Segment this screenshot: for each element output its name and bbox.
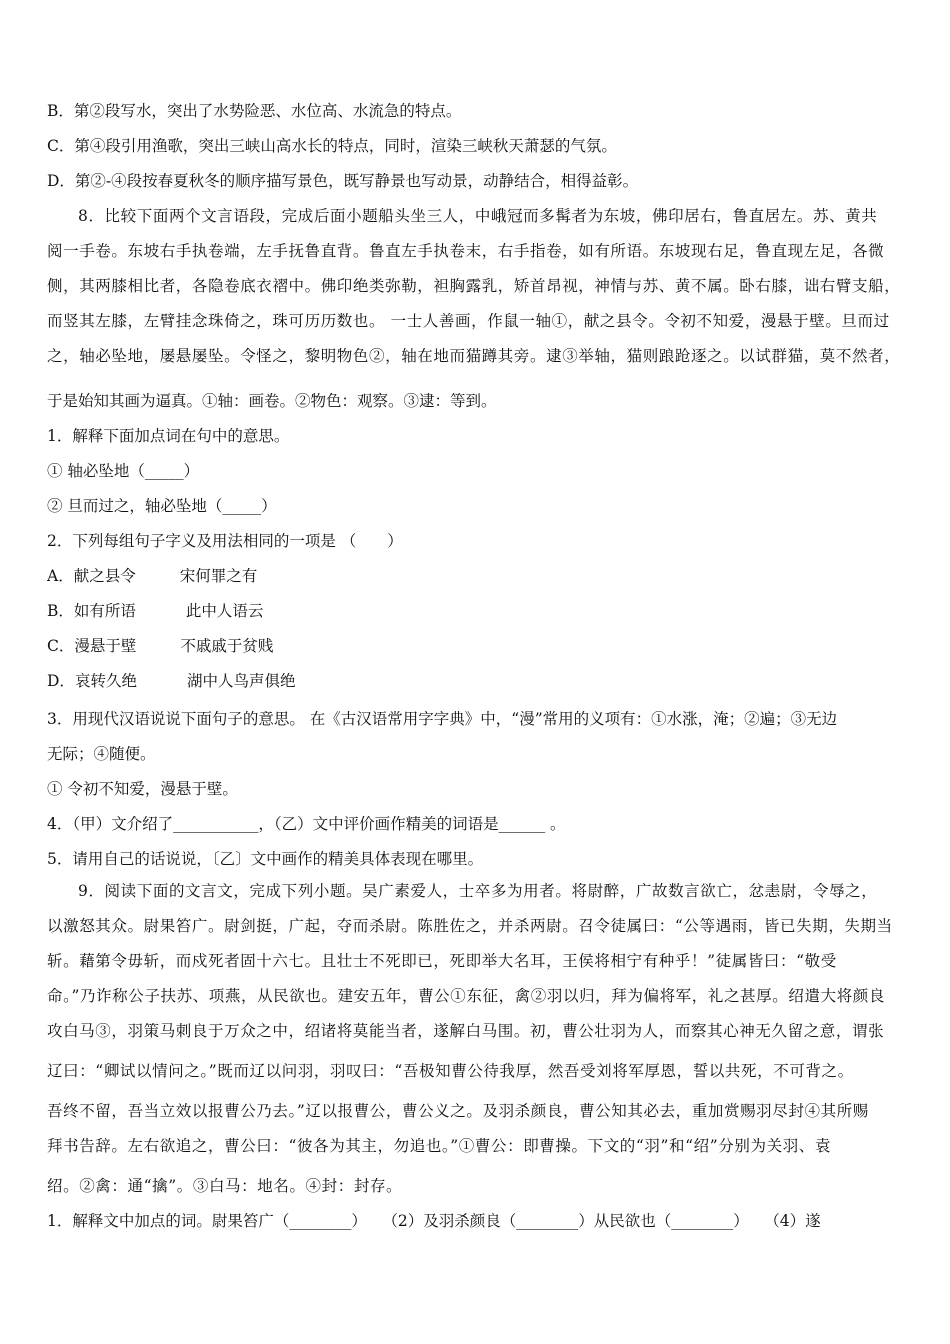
q8-sub1-item: ② 旦而过之，轴必坠地（_____） <box>47 497 277 515</box>
q9-passage-line: 斩。藉第令毋斩，而戍死者固十六七。且壮士不死即已，死即举大名耳，王侯将相宁有种乎！”徒属皆曰：“敬受 <box>47 952 837 970</box>
choice-text-b: 此中人语云 <box>185 602 264 620</box>
q9-passage-line: 9．阅读下面的文言文，完成下列小题。吴广素爱人，士卒多为用者。将尉醉，广故数言欲亡，忿恚尉，令辱之， <box>78 882 878 900</box>
choice-text-b: 不戚戚于贫贱 <box>180 637 274 655</box>
option-c-line: C．第④段引用渔歌，突出三峡山高水长的特点，同时，渲染三峡秋天萧瑟的气氛。 <box>47 137 617 155</box>
q9-passage-line: 吾终不留，吾当立效以报曹公乃去。”辽以报曹公，曹公义之。及羽杀颜良，曹公知其必去，重加赏赐羽尽封④其所赐 <box>47 1102 869 1120</box>
q9-passage-line: 以激怒其众。尉果笞广。尉剑挺，广起，夺而杀尉。陈胜佐之，并杀两尉。召令徒属曰：“公等遇雨，皆已失期，失期当 <box>47 917 893 935</box>
q9-passage-line: 辽曰：“卿试以情问之。”既而辽以问羽，羽叹曰：“吾极知曹公待我厚，然吾受刘将军厚恩，誓以共死，不可背之。 <box>47 1062 854 1080</box>
choice-option <box>47 565 907 587</box>
choice-option <box>47 635 907 657</box>
choice-text-a: 哀转久绝 <box>74 672 137 690</box>
choice-option <box>47 670 907 692</box>
choice-key: C． <box>47 637 75 655</box>
choice-option <box>47 600 907 622</box>
q8-sub1-item: ① 轴必坠地（_____） <box>47 462 200 480</box>
choice-text-a: 献之县令 <box>73 567 136 585</box>
q8-sub2-title: 2．下列每组句子字义及用法相同的一项是 （ ） <box>47 532 403 550</box>
option-b-line: B．第②段写水，突出了水势险恶、水位高、水流急的特点。 <box>47 102 462 120</box>
q8-sub1-title: 1．解释下面加点词在句中的意思。 <box>47 427 290 445</box>
q8-sub3-title-cont: 无际；④随便。 <box>47 745 156 763</box>
q9-sub1: 1．解释文中加点的词。尉果笞广（________） （2）及羽杀颜良（________）从民欲也（________） （4）遂 <box>47 1212 821 1230</box>
choice-text-b: 宋何罪之有 <box>179 567 258 585</box>
q8-passage-line: 阅一手卷。东坡右手执卷端，左手抚鲁直背。鲁直左手执卷末，右手指卷，如有所语。东坡现右足，鲁直现左足，各微 <box>47 242 885 260</box>
q8-passage-line: 而竖其左膝，左臂挂念珠倚之，珠可历历数也。 一士人善画，作鼠一轴①，献之县令。令初不知爱，漫悬于壁。旦而过 <box>47 312 890 330</box>
q8-passage-line: 8．比较下面两个文言语段，完成后面小题船头坐三人，中峨冠而多髯者为东坡，佛印居右，鲁直居左。苏、黄共 <box>78 207 878 225</box>
q8-passage-line: 之，轴必坠地，屡悬屡坠。令怪之，黎明物色②，轴在地而猫蹲其旁。逮③举轴，猫则踉跄逐之。以试群猫，莫不然者， <box>47 347 901 365</box>
q9-passage-line: 命。”乃诈称公子扶苏、项燕，从民欲也。建安五年，曹公①东征，禽②羽以归，拜为偏将军，礼之甚厚。绍遣大将颜良 <box>47 987 885 1005</box>
q8-passage-line: 侧，其两膝相比者，各隐卷底衣褶中。佛印绝类弥勒，袒胸露乳，矫首昂视，神情与苏、黄不属。卧右膝，诎右臂支船， <box>47 277 901 295</box>
option-d-line: D．第②-④段按春夏秋冬的顺序描写景色，既写静景也写动景，动静结合，相得益彰。 <box>47 172 639 190</box>
q8-sub4: 4．（甲）文介绍了___________，（乙）文中评价画作精美的词语是______ 。 <box>47 815 566 833</box>
choice-text-a: 如有所语 <box>73 602 136 620</box>
choice-key: A． <box>47 567 74 585</box>
q8-passage-line: 于是始知其画为逼真。①轴：画卷。②物色：观察。③逮：等到。 <box>47 392 497 410</box>
q9-passage-line: 绍。②禽：通“擒”。③白马：地名。④封：封存。 <box>47 1177 403 1195</box>
choice-key: B． <box>47 602 74 620</box>
q8-sub3-item: ① 令初不知爱，漫悬于壁。 <box>47 780 238 798</box>
q8-sub3-title: 3．用现代汉语说说下面句子的意思。 在《古汉语常用字字典》中，“漫”常用的义项有：①水涨，淹；②遍；③无边 <box>47 710 838 728</box>
choice-key: D． <box>47 672 75 690</box>
q9-passage-line: 攻白马③，羽策马刺良于万众之中，绍诸将莫能当者，遂解白马围。初，曹公壮羽为人，而察其心神无久留之意，谓张 <box>47 1022 885 1040</box>
choice-text-b: 湖中人鸟声俱绝 <box>186 672 296 690</box>
q8-sub5: 5．请用自己的话说说，〔乙〕文中画作的精美具体表现在哪里。 <box>47 850 484 868</box>
q9-passage-line: 拜书告辞。左右欲追之，曹公曰：“彼各为其主，勿追也。”①曹公：即曹操。下文的“羽”和“绍”分别为关羽、袁 <box>47 1137 831 1155</box>
choice-text-a: 漫悬于壁 <box>74 637 137 655</box>
